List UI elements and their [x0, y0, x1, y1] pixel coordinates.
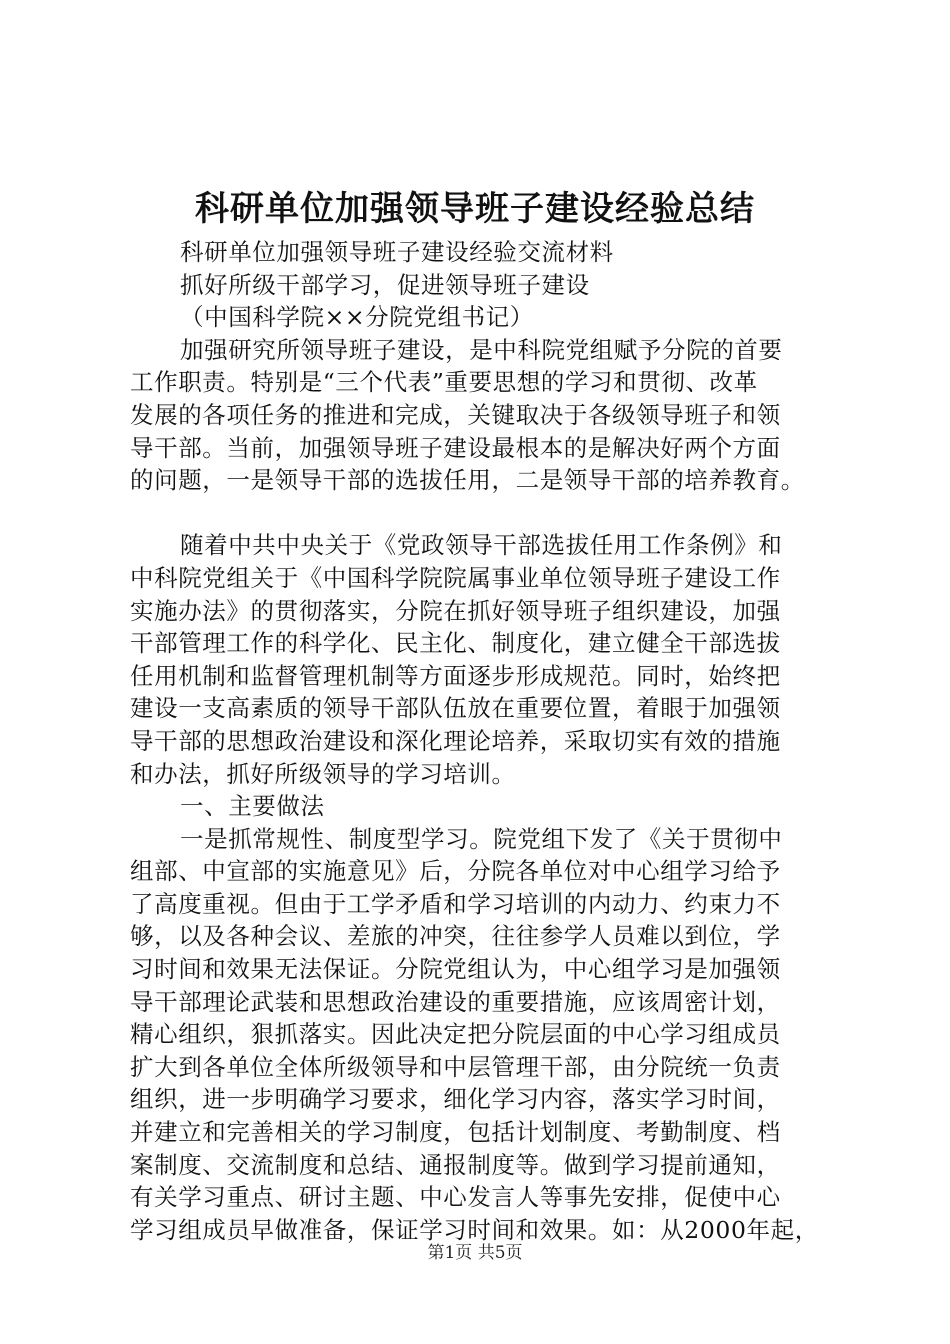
document-body — [130, 236, 842, 1246]
text-line: 科研单位加强领导班子建设经验交流材料 — [180, 238, 614, 266]
text-line: 精心组织，狠抓落实。因此决定把分院层面的中心学习组成员 — [130, 1020, 781, 1049]
text-line: 发展的各项任务的推进和完成，关键取决于各级领导班子和领 — [130, 400, 781, 429]
text-line: 干部管理工作的科学化、民主化、制度化，建立健全干部选拔 — [130, 629, 781, 658]
text-line: 导干部理论武装和思想政治建设的重要措施，应该周密计划， — [130, 987, 781, 1016]
text-line: 有关学习重点、研讨主题、中心发言人等事先安排，促使中心 — [130, 1183, 781, 1212]
text-line: 导干部。当前，加强领导班子建设最根本的是解决好两个方面 — [130, 433, 781, 462]
blank-line — [130, 497, 842, 530]
text-line: 实施办法》的贯彻落实，分院在抓好领导班子组织建设，加强 — [130, 596, 781, 625]
text-line: 组部、中宣部的实施意见》后，分院各单位对中心组学习给予 — [130, 857, 781, 886]
document-title: 科研单位加强领导班子建设经验总结 — [195, 189, 755, 229]
text-line: 一、主要做法 — [180, 792, 325, 821]
text-line: 随着中共中央关于《党政领导干部选拔任用工作条例》和 — [180, 531, 783, 560]
text-line: 了高度重视。但由于工学矛盾和学习培训的内动力、约束力不 — [130, 889, 781, 918]
text-line: 够，以及各种会议、差旅的冲突，往往参学人员难以到位，学 — [130, 922, 781, 951]
text-line: 习时间和效果无法保证。分院党组认为，中心组学习是加强领 — [130, 955, 781, 984]
text-line: 一是抓常规性、制度型学习。院党组下发了《关于贯彻中 — [180, 824, 783, 853]
text-line: 和办法，抓好所级领导的学习培训。 — [130, 759, 516, 788]
text-line: 工作职责。特别是“三个代表”重要思想的学习和贯彻、改革 — [130, 368, 758, 397]
text-line: 任用机制和监督管理机制等方面逐步形成规范。同时，始终把 — [130, 661, 781, 690]
text-line: 抓好所级干部学习，促进领导班子建设 — [180, 270, 590, 299]
text-line: 组织，进一步明确学习要求，细化学习内容，落实学习时间， — [130, 1085, 781, 1114]
text-line: （中国科学院××分院党组书记） — [180, 303, 534, 332]
text-line: 学习组成员早做准备，保证学习时间和效果。如：从2000年起， — [130, 1215, 819, 1244]
text-line: 扩大到各单位全体所级领导和中层管理干部，由分院统一负责 — [130, 1052, 781, 1081]
text-line: 并建立和完善相关的学习制度，包括计划制度、考勤制度、档 — [130, 1118, 781, 1147]
text-line: 建设一支高素质的领导干部队伍放在重要位置，着眼于加强领 — [130, 694, 781, 723]
text-line: 中科院党组关于《中国科学院院属事业单位领导班子建设工作 — [130, 563, 781, 592]
text-line: 的问题，一是领导干部的选拔任用，二是领导干部的培养教育。 — [130, 466, 805, 495]
text-line: 导干部的思想政治建设和深化理论培养，采取切实有效的措施 — [130, 726, 781, 755]
text-line: 加强研究所领导班子建设，是中科院党组赋予分院的首要 — [180, 335, 783, 364]
page-footer: 第1页 共5页 — [427, 1243, 523, 1263]
text-line: 案制度、交流制度和总结、通报制度等。做到学习提前通知， — [130, 1150, 781, 1179]
